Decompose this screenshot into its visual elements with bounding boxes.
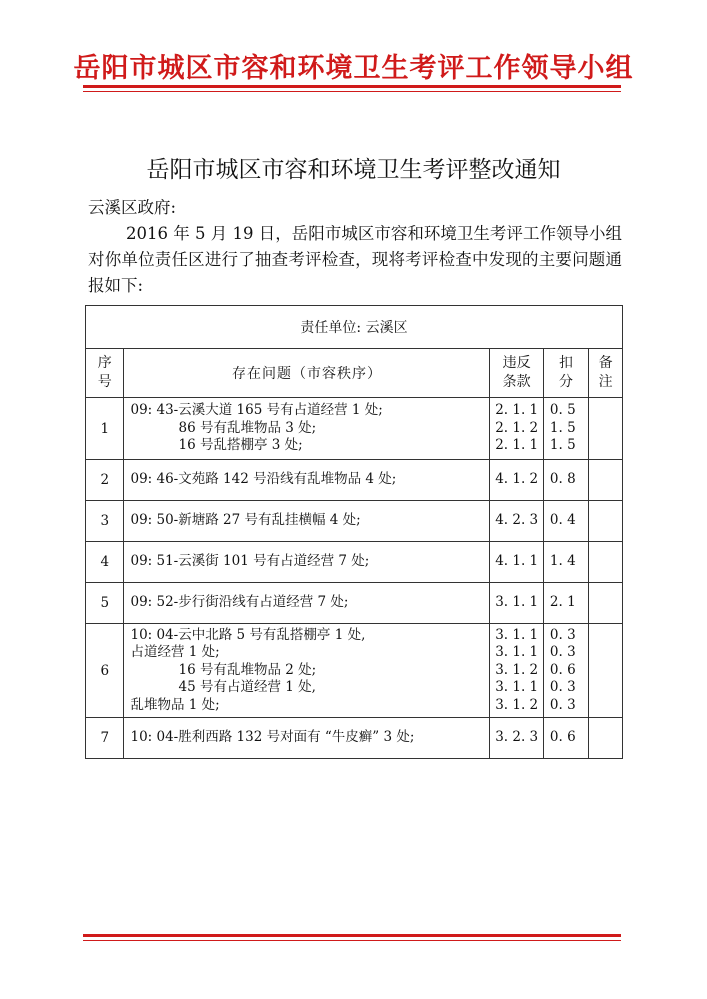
addressee: 云溪区政府: bbox=[88, 198, 177, 217]
clause-value: 2. 1. 2 bbox=[495, 419, 539, 436]
score-value: 0. 4 bbox=[549, 512, 576, 529]
row-score bbox=[543, 542, 588, 583]
row-problem bbox=[124, 718, 490, 759]
header-note: 备注 bbox=[589, 349, 623, 398]
row-problem bbox=[124, 460, 490, 501]
table-row bbox=[86, 542, 623, 583]
problem-line: 占道经营 1 处; bbox=[130, 644, 220, 661]
problem-line: 16 号乱搭棚亭 3 处; bbox=[178, 437, 303, 454]
table-header-row bbox=[86, 349, 623, 398]
clause-value: 3. 1. 2 bbox=[495, 661, 539, 678]
score-value: 1. 4 bbox=[549, 553, 576, 570]
problem-line: 10: 04-云中北路 5 号有乱搭棚亭 1 处, bbox=[130, 626, 366, 643]
header-clause: 违反条款 bbox=[490, 349, 543, 398]
row-score bbox=[543, 718, 588, 759]
table-row bbox=[86, 460, 623, 501]
row-clause bbox=[490, 583, 543, 624]
problem-line: 86 号有乱堆物品 3 处; bbox=[178, 419, 317, 436]
row-no: 1 bbox=[86, 398, 124, 460]
problem-line: 乱堆物品 1 处; bbox=[130, 696, 220, 713]
row-clause bbox=[490, 460, 543, 501]
notice-body-text: 2016 年 5 月 19 日，岳阳市城区市容和环境卫生考评工作领导小组对你单位责任区进行了抽查考评检查，现将考评检查中发现的主要问题通报如下: bbox=[88, 224, 622, 295]
score-value: 0. 8 bbox=[549, 471, 576, 488]
row-clause bbox=[490, 624, 543, 718]
row-clause bbox=[490, 501, 543, 542]
problem-line: 10: 04-胜利西路 132 号对面有 “牛皮癣” 3 处; bbox=[130, 729, 415, 746]
responsible-unit: 责任单位: 云溪区 bbox=[86, 306, 623, 349]
table-row bbox=[86, 624, 623, 718]
row-clause bbox=[490, 398, 543, 460]
row-note bbox=[589, 583, 623, 624]
row-problem bbox=[124, 501, 490, 542]
score-value: 0. 6 bbox=[549, 661, 576, 678]
row-no: 4 bbox=[86, 542, 124, 583]
score-value: 0. 5 bbox=[549, 402, 576, 419]
org-title: 岳阳市城区市容和环境卫生考评工作领导小组 bbox=[73, 53, 634, 84]
clause-value: 3. 1. 1 bbox=[495, 594, 539, 611]
problem-line: 09: 51-云溪街 101 号有占道经营 7 处; bbox=[130, 553, 370, 570]
row-problem bbox=[124, 398, 490, 460]
problem-line: 45 号有占道经营 1 处, bbox=[178, 679, 316, 696]
score-value: 0. 3 bbox=[549, 626, 576, 643]
clause-value: 4. 2. 3 bbox=[495, 512, 539, 529]
notice-body bbox=[88, 221, 622, 299]
clause-value: 3. 2. 3 bbox=[495, 729, 539, 746]
row-clause bbox=[490, 718, 543, 759]
clause-value: 2. 1. 1 bbox=[495, 437, 539, 454]
row-score bbox=[543, 624, 588, 718]
table-row bbox=[86, 583, 623, 624]
clause-value: 2. 1. 1 bbox=[495, 402, 539, 419]
footer-rule-thin bbox=[83, 940, 621, 941]
notice-title: 岳阳市城区市容和环境卫生考评整改通知 bbox=[146, 157, 561, 183]
clause-value: 3. 1. 1 bbox=[495, 626, 539, 643]
header-rule-thin bbox=[83, 91, 621, 92]
row-note bbox=[589, 501, 623, 542]
clause-value: 3. 1. 1 bbox=[495, 679, 539, 696]
row-note bbox=[589, 542, 623, 583]
table-row bbox=[86, 718, 623, 759]
problem-line: 09: 43-云溪大道 165 号有占道经营 1 处; bbox=[130, 402, 383, 419]
clause-value: 4. 1. 2 bbox=[495, 471, 539, 488]
header-rule-thick bbox=[83, 85, 621, 88]
table-row bbox=[86, 501, 623, 542]
score-value: 2. 1 bbox=[549, 594, 576, 611]
row-score bbox=[543, 398, 588, 460]
row-no: 7 bbox=[86, 718, 124, 759]
row-note bbox=[589, 624, 623, 718]
row-problem bbox=[124, 542, 490, 583]
problem-line: 16 号有乱堆物品 2 处; bbox=[178, 661, 317, 678]
score-value: 0. 3 bbox=[549, 696, 576, 713]
row-score bbox=[543, 583, 588, 624]
score-value: 0. 6 bbox=[549, 729, 576, 746]
problem-line: 09: 46-文苑路 142 号沿线有乱堆物品 4 处; bbox=[130, 471, 397, 488]
row-problem bbox=[124, 624, 490, 718]
clause-value: 3. 1. 2 bbox=[495, 696, 539, 713]
row-note bbox=[589, 718, 623, 759]
score-value: 0. 3 bbox=[549, 644, 576, 661]
clause-value: 4. 1. 1 bbox=[495, 553, 539, 570]
header-score: 扣分 bbox=[543, 349, 588, 398]
header-no: 序号 bbox=[86, 349, 124, 398]
row-no: 5 bbox=[86, 583, 124, 624]
row-score bbox=[543, 501, 588, 542]
score-value: 1. 5 bbox=[549, 437, 576, 454]
row-no: 6 bbox=[86, 624, 124, 718]
row-no: 2 bbox=[86, 460, 124, 501]
problem-line: 09: 50-新塘路 27 号有乱挂横幅 4 处; bbox=[130, 512, 361, 529]
inspection-table bbox=[85, 305, 623, 759]
row-no: 3 bbox=[86, 501, 124, 542]
score-value: 1. 5 bbox=[549, 419, 576, 436]
problem-line: 09: 52-步行街沿线有占道经营 7 处; bbox=[130, 594, 349, 611]
table-row bbox=[86, 398, 623, 460]
header-problem: 存在问题（市容秩序） bbox=[124, 349, 490, 398]
row-note bbox=[589, 398, 623, 460]
row-note bbox=[589, 460, 623, 501]
row-score bbox=[543, 460, 588, 501]
score-value: 0. 3 bbox=[549, 679, 576, 696]
footer-rule-thick bbox=[83, 934, 621, 937]
clause-value: 3. 1. 1 bbox=[495, 644, 539, 661]
row-problem bbox=[124, 583, 490, 624]
row-clause bbox=[490, 542, 543, 583]
